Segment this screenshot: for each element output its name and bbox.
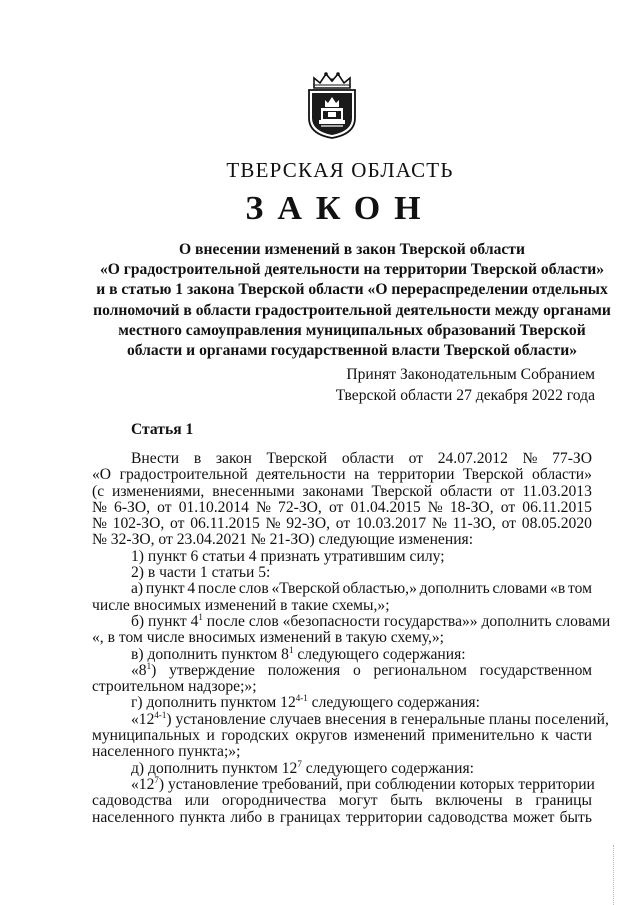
word: 6-ЗО, [114,498,150,516]
word: применительно [431,727,535,745]
body-line: строительном надзоре;»; [92,678,257,696]
word: 72-ЗО, [278,498,322,516]
word: пункт [145,580,185,598]
word: области [440,482,493,500]
word: закон [215,450,252,467]
word: включены [435,792,503,810]
article-body [92,450,611,826]
word: 18-ЗО, [449,498,494,516]
word: № [256,498,271,516]
body-line: числе вносимых изменений в такие схемы,»; [92,596,390,614]
word: пункта [179,808,226,826]
word: от [170,515,185,533]
body-line [92,728,592,744]
word: том [567,580,592,598]
word: быть [390,792,423,810]
word: Внести [131,450,180,467]
word: о [352,661,361,679]
word: 01.10.2014 [178,498,249,516]
word: «в [550,580,566,598]
word: могут [338,792,378,810]
subitem-v: в) дополнить пунктом $8^1$ следующего содержания: [131,644,466,663]
word: населенного [92,808,175,826]
region-name: ТВЕРСКАЯ ОБЛАСТЬ [226,158,454,182]
title-line: О внесении изменений в закон Тверской области [179,241,525,258]
word: словами [492,580,548,598]
article-heading: Статья 1 [131,421,194,438]
quote-8-1: «$8^1$) утверждение положения о региональном государственном [131,660,592,679]
word: к [541,727,549,745]
word: части [555,727,592,745]
law-title [82,240,622,361]
word: либо [230,808,263,826]
quote-12-4-1: «12$^{4-1}$) установление случаев внесения в генеральные планы поселений, [131,709,609,728]
word: территории [345,808,423,826]
item-1: 1) пункт 6 статьи 4 признать утратившим силу; [131,547,445,565]
word: слов [238,580,269,598]
word: 77-ЗО [552,450,592,467]
word: или [184,792,210,810]
word: деятельности [256,466,346,484]
word: «О [92,466,112,484]
body-line [92,484,592,500]
word: быть [559,808,592,826]
word: 10.03.2017 [355,515,427,533]
word: садоводства [427,808,508,826]
word: изменениями, [112,482,205,500]
word: № [427,498,443,516]
item-2: 2) в части 1 статьи 5: [131,564,271,582]
tver-coat-of-arms-emblem [304,70,360,140]
word: региональном [373,661,467,679]
word: Тверской [462,466,524,484]
adoption-line: Принят Законодательным Собранием [346,366,595,383]
scan-edge-mark [613,845,616,905]
body-line [92,810,592,826]
adoption-line: Тверской области 27 декабря 2022 года [335,387,595,404]
title-line: области и органами государственной власти Тверской области» [126,342,578,360]
title-line: местного самоуправления муниципальных образований Тверской [118,321,586,339]
body-line [92,516,592,532]
title-line: полномочий в области градостроительной деятельности между органами [93,301,611,319]
word: в [515,792,523,810]
document-type-heading: ЗАКОН [245,190,435,227]
word: внесенными [212,482,295,500]
word: границы [535,792,592,810]
word: 11-ЗО, [452,515,496,533]
word: дополнить [419,580,490,598]
word: Тверской [266,450,328,467]
body-line: населенного пункта;»; [92,743,241,761]
word: от [500,498,516,516]
subitem-b: б) пункт $4^1$ после слов «безопасности государства»» дополнить словами [131,611,611,630]
word: садоводства [92,792,173,810]
subitem-a [92,581,592,597]
word: 06.11.2015 [522,498,592,516]
word: области» [532,466,592,484]
title-line: и в статью 1 закона Тверской области «О перераспределении отдельных [96,281,608,299]
word: № [92,498,107,516]
word: государственном [479,661,592,679]
word: 24.07.2012 [437,450,508,467]
word: «Тверской [271,580,340,598]
word: от [328,498,344,516]
subitem-g: г) дополнить пунктом 12$^{4-1}$ следующего содержания: [131,693,480,712]
word: области [341,450,394,467]
body-line: «, в том числе вносимых изменений в такую схему,»; [92,629,444,647]
word: огородничества [221,792,327,810]
word: № [92,515,107,533]
word: № [265,515,281,533]
word: положения [267,661,341,679]
word: и [206,727,215,745]
word: 06.11.2015 [190,515,260,533]
word: городских [221,727,289,745]
word: муниципальных [92,727,200,745]
word: 11.03.2013 [522,482,592,500]
quote-12-7: «$12^7$) установление требований, при соблюдении которых территории [131,774,595,793]
word: от [157,498,172,516]
word: может [512,808,555,826]
word: границах [279,808,341,826]
word: 08.05.2020 [521,515,592,533]
word: в [193,450,202,467]
word: областью,» [342,580,417,598]
word: 01.04.2015 [350,498,421,516]
word: 102-ЗО, [112,515,165,533]
word: от [408,450,424,467]
word: 92-ЗО, [286,515,331,533]
adoption-note [336,364,595,406]
word: после [197,580,237,598]
word: территории [377,466,455,484]
word: от [500,482,515,500]
word: градостроительной [119,466,248,484]
subitem-d: д) дополнить пунктом $12^7$ следующего содержания: [131,758,474,777]
body-line [92,500,592,516]
word: изменений [353,727,426,745]
word: от [501,515,516,533]
body-line [92,793,592,809]
word: № [522,450,538,467]
word: утверждение [169,661,255,679]
body-line [92,467,592,483]
word: на [354,466,370,484]
word: а) [131,580,144,598]
title-line: «О градостроительной деятельности на территории Тверской области» [99,261,605,279]
word: от [335,515,351,533]
word: № [431,515,447,533]
word: (с [92,482,105,500]
body-line [92,451,592,467]
word: 4 [187,580,196,598]
word: Тверской [371,482,433,500]
body-line: № 32-ЗО, от 23.04.2021 № 21-ЗО) следующие изменения: [92,531,474,549]
word: законами [302,482,364,500]
word: в [267,808,275,826]
word: округов [295,727,348,745]
